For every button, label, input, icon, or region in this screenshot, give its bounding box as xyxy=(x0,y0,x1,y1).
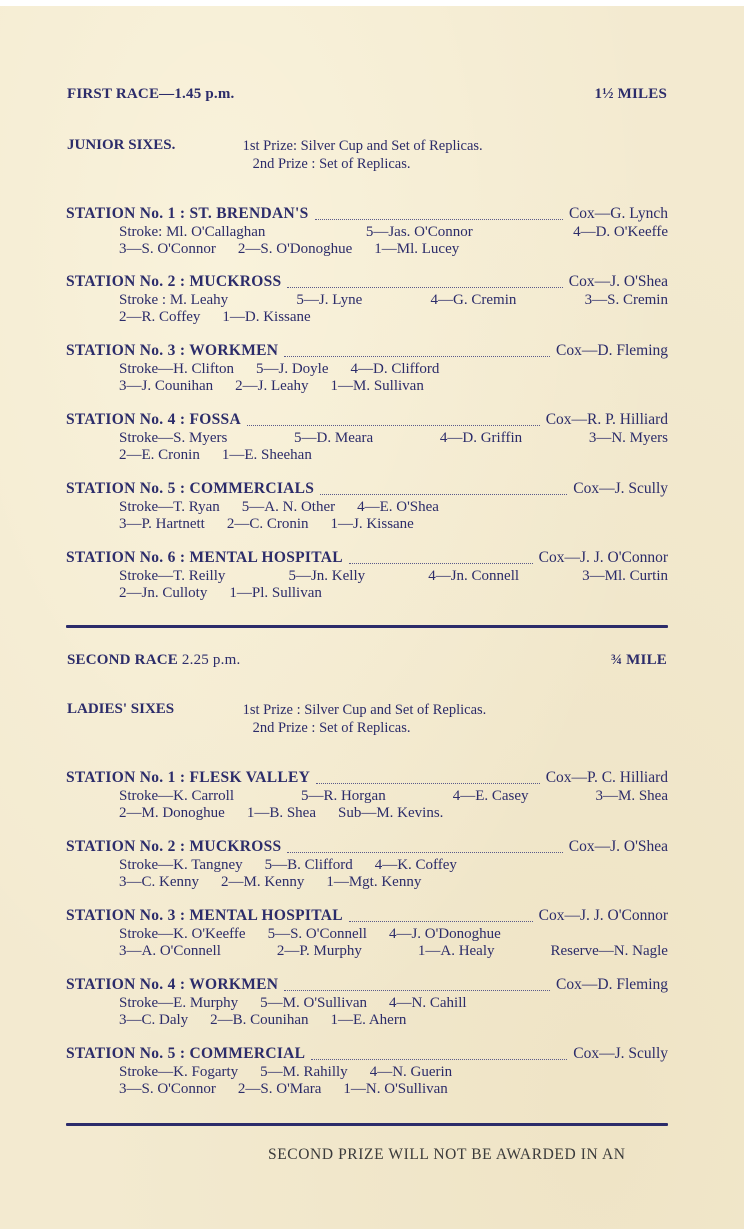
crew-member: 1—Ml. Lucey xyxy=(374,241,460,257)
station-entry xyxy=(66,204,668,258)
second-prize: 2nd Prize : Set of Replicas. xyxy=(252,720,411,736)
crew-list xyxy=(66,292,668,326)
crew-member: 5—J. Doyle xyxy=(256,361,329,377)
crew-list xyxy=(66,857,668,891)
crew-list xyxy=(66,995,668,1029)
crew-member: 5—J. Lyne xyxy=(296,292,363,308)
crew-list xyxy=(66,361,668,395)
crew-member: 1—J. Kissane xyxy=(330,516,414,532)
crew-member: 1—Mgt. Kenny xyxy=(326,874,422,890)
crew-member: 1—B. Shea xyxy=(246,805,316,821)
second-prize: 2nd Prize : Set of Replicas. xyxy=(252,156,411,172)
first-race-title: FIRST RACE—1.45 p.m. xyxy=(67,86,235,102)
station-name: STATION No. 4 : FOSSA xyxy=(66,411,241,428)
cox-name: Cox—G. Lynch xyxy=(568,205,668,222)
cox-name: Cox—P. C. Hilliard xyxy=(545,769,668,786)
crew-member: 1—D. Kissane xyxy=(222,309,311,325)
cox-name: Cox—J. J. O'Connor xyxy=(538,907,668,924)
crew-member: 1—A. Healy xyxy=(417,943,495,959)
cox-name: Cox—J. Scully xyxy=(573,1045,668,1062)
first-race-header xyxy=(67,86,667,103)
crew-member: 2—E. Cronin xyxy=(119,447,200,463)
crew-member: Stroke—H. Clifton xyxy=(119,361,234,377)
station-entry xyxy=(66,768,668,822)
crew-member: 2—S. O'Mara xyxy=(237,1081,322,1097)
station-entry xyxy=(66,479,668,533)
crew-member: 4—G. Cremin xyxy=(430,292,517,308)
crew-member: 5—M. O'Sullivan xyxy=(260,995,368,1011)
crew-member: 3—M. Shea xyxy=(595,788,668,804)
crew-member: 5—Jn. Kelly xyxy=(288,568,366,584)
station-name: STATION No. 1 : FLESK VALLEY xyxy=(66,769,311,786)
crew-member: 4—E. O'Shea xyxy=(357,499,439,515)
crew-member: Stroke—T. Ryan xyxy=(119,499,220,515)
dot-leader xyxy=(349,562,533,564)
station-name: STATION No. 2 : MUCKROSS xyxy=(66,273,282,290)
second-race-time: 2.25 p.m. xyxy=(181,652,241,668)
first-race-class: JUNIOR SIXES. xyxy=(67,137,176,153)
crew-member: 1—E. Ahern xyxy=(330,1012,407,1028)
second-race-title: SECOND RACE xyxy=(67,652,178,668)
cox-name: Cox—D. Fleming xyxy=(556,342,668,359)
station-entry xyxy=(66,906,668,960)
section-divider xyxy=(66,625,668,628)
first-prize: 1st Prize: Silver Cup and Set of Replicas. xyxy=(242,138,483,154)
station-entry xyxy=(66,837,668,891)
crew-member: 4—N. Guerin xyxy=(369,1064,453,1080)
dot-leader xyxy=(284,989,550,991)
cox-name: Cox—J. J. O'Connor xyxy=(538,549,668,566)
crew-member: 3—S. O'Connor xyxy=(119,241,216,257)
crew-member: Stroke—K. O'Keeffe xyxy=(119,926,246,942)
crew-member: 5—Jas. O'Connor xyxy=(365,224,473,240)
station-entry xyxy=(66,975,668,1029)
second-race-prizes xyxy=(67,701,667,737)
cox-name: Cox—J. O'Shea xyxy=(568,273,668,290)
crew-list xyxy=(66,224,668,258)
crew-member: 1—N. O'Sullivan xyxy=(343,1081,448,1097)
crew-member: 4—Jn. Connell xyxy=(428,568,520,584)
programme-page xyxy=(0,6,744,1229)
crew-member: 5—M. Rahilly xyxy=(260,1064,348,1080)
station-entry xyxy=(66,548,668,602)
station-name: STATION No. 3 : MENTAL HOSPITAL xyxy=(66,907,343,924)
crew-member: 2—B. Counihan xyxy=(210,1012,309,1028)
station-name: STATION No. 2 : MUCKROSS xyxy=(66,838,282,855)
crew-member: 4—K. Coffey xyxy=(374,857,457,873)
crew-member: 3—P. Hartnett xyxy=(119,516,205,532)
crew-member: 4—D. Clifford xyxy=(350,361,440,377)
crew-member: Stroke—E. Murphy xyxy=(119,995,239,1011)
crew-member: 3—S. O'Connor xyxy=(119,1081,216,1097)
crew-member: Stroke—K. Tangney xyxy=(119,857,243,873)
crew-member: 4—E. Casey xyxy=(452,788,529,804)
crew-member: 2—R. Coffey xyxy=(119,309,201,325)
crew-member: Sub—M. Kevins. xyxy=(338,805,444,821)
cox-name: Cox—J. Scully xyxy=(573,480,668,497)
crew-list xyxy=(66,1064,668,1098)
dot-leader xyxy=(311,1058,567,1060)
crew-list xyxy=(66,788,668,822)
crew-list xyxy=(66,499,668,533)
crew-member: 2—J. Leahy xyxy=(235,378,309,394)
dot-leader xyxy=(284,355,550,357)
first-race-prizes xyxy=(67,137,667,173)
second-race-header xyxy=(67,652,667,669)
station-entry xyxy=(66,1044,668,1098)
crew-list xyxy=(66,926,668,960)
crew-member: 1—Pl. Sullivan xyxy=(229,585,322,601)
crew-member: 2—P. Murphy xyxy=(276,943,362,959)
crew-member: 3—S. Cremin xyxy=(584,292,668,308)
crew-member: 3—N. Myers xyxy=(588,430,668,446)
cox-name: Cox—D. Fleming xyxy=(556,976,668,993)
crew-member: 4—D. O'Keeffe xyxy=(573,224,668,240)
crew-member: 5—B. Clifford xyxy=(264,857,353,873)
cox-name: Cox—J. O'Shea xyxy=(568,838,668,855)
crew-member: 5—R. Horgan xyxy=(300,788,386,804)
dot-leader xyxy=(287,851,562,853)
crew-member: Stroke—K. Fogarty xyxy=(119,1064,239,1080)
crew-member: 5—D. Meara xyxy=(294,430,374,446)
crew-member: Stroke : M. Leahy xyxy=(119,292,229,308)
station-entry xyxy=(66,410,668,464)
dot-leader xyxy=(316,782,540,784)
crew-member: Stroke—S. Myers xyxy=(119,430,228,446)
section-divider xyxy=(66,1123,668,1126)
station-entry xyxy=(66,272,668,326)
crew-member: Stroke—K. Carroll xyxy=(119,788,234,804)
crew-member: 1—M. Sullivan xyxy=(330,378,424,394)
crew-member: 4—N. Cahill xyxy=(389,995,467,1011)
station-entry xyxy=(66,341,668,395)
dot-leader xyxy=(315,218,563,220)
crew-member: Stroke: Ml. O'Callaghan xyxy=(119,224,266,240)
crew-member: Reserve—N. Nagle xyxy=(550,943,668,959)
second-race-distance: ¾ MILE xyxy=(610,652,667,668)
crew-member: 2—M. Kenny xyxy=(221,874,305,890)
crew-member: 3—C. Kenny xyxy=(119,874,199,890)
station-name: STATION No. 5 : COMMERCIAL xyxy=(66,1045,306,1062)
crew-member: 4—D. Griffin xyxy=(439,430,523,446)
crew-member: 2—S. O'Donoghue xyxy=(237,241,353,257)
crew-member: 4—J. O'Donoghue xyxy=(388,926,501,942)
crew-member: 5—S. O'Connell xyxy=(267,926,367,942)
crew-member: 5—A. N. Other xyxy=(241,499,336,515)
dot-leader xyxy=(247,424,540,426)
crew-member: 2—C. Cronin xyxy=(226,516,309,532)
crew-member: 2—M. Donoghue xyxy=(119,805,225,821)
dot-leader xyxy=(320,493,567,495)
dot-leader xyxy=(287,286,562,288)
crew-member: 3—Ml. Curtin xyxy=(582,568,668,584)
second-race-class: LADIES' SIXES xyxy=(67,701,175,717)
first-prize: 1st Prize : Silver Cup and Set of Replicas. xyxy=(242,702,487,718)
station-name: STATION No. 6 : MENTAL HOSPITAL xyxy=(66,549,343,566)
footer-note: SECOND PRIZE WILL NOT BE AWARDED IN AN xyxy=(268,1146,626,1163)
station-name: STATION No. 4 : WORKMEN xyxy=(66,976,279,993)
crew-list xyxy=(66,430,668,464)
crew-member: 2—Jn. Culloty xyxy=(119,585,208,601)
crew-list xyxy=(66,568,668,602)
crew-member: Stroke—T. Reilly xyxy=(119,568,226,584)
station-name: STATION No. 1 : ST. BRENDAN'S xyxy=(66,205,309,222)
first-race-distance: 1½ MILES xyxy=(594,86,667,102)
cox-name: Cox—R. P. Hilliard xyxy=(545,411,668,428)
dot-leader xyxy=(349,920,533,922)
crew-member: 3—J. Counihan xyxy=(119,378,214,394)
station-name: STATION No. 5 : COMMERCIALS xyxy=(66,480,315,497)
station-name: STATION No. 3 : WORKMEN xyxy=(66,342,279,359)
crew-member: 1—E. Sheehan xyxy=(221,447,312,463)
crew-member: 3—C. Daly xyxy=(119,1012,189,1028)
crew-member: 3—A. O'Connell xyxy=(119,943,221,959)
